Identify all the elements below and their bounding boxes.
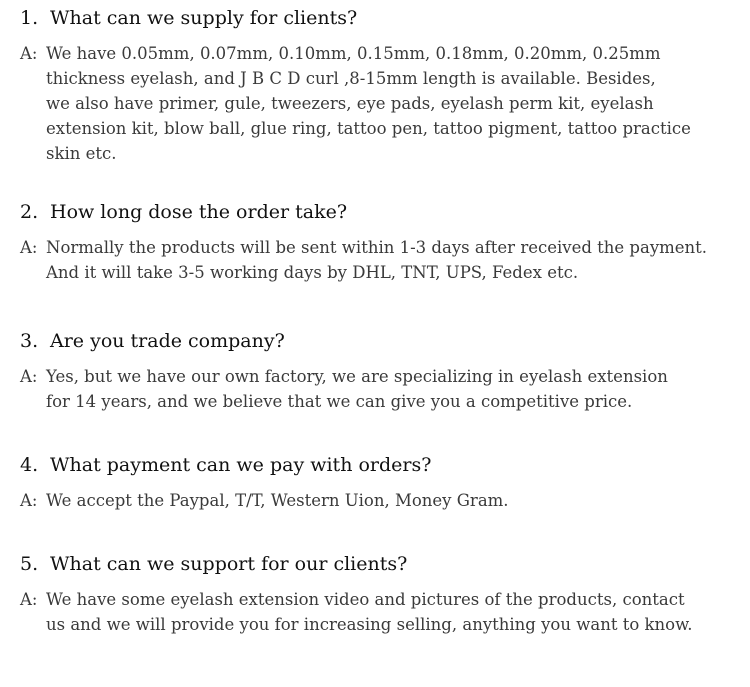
answer-prefix: A: [20, 238, 38, 257]
answer-line: Yes, but we have our own factory, we are specializing in eyelash extension [46, 367, 668, 386]
faq-item-4 [20, 453, 730, 513]
faq-answer [20, 587, 730, 637]
answer-prefix: A: [20, 44, 38, 63]
faq-question [20, 6, 730, 30]
question-number: 1. [20, 7, 39, 29]
question-text: What can we supply for clients? [50, 7, 358, 29]
answer-prefix: A: [20, 491, 38, 510]
question-text: Are you trade company? [50, 330, 285, 352]
answer-line: skin etc. [46, 144, 117, 163]
answer-prefix: A: [20, 367, 38, 386]
faq-item-2 [20, 200, 730, 285]
faq-item-5 [20, 552, 730, 637]
faq-item-1 [20, 6, 730, 166]
answer-line: we also have primer, gule, tweezers, eye pads, eyelash perm kit, eyelash [46, 94, 654, 113]
faq-answer [20, 364, 730, 414]
question-text: What payment can we pay with orders? [50, 454, 432, 476]
question-number: 2. [20, 201, 39, 223]
question-number: 5. [20, 553, 39, 575]
question-number: 3. [20, 330, 39, 352]
question-text: How long dose the order take? [50, 201, 348, 223]
answer-line: Normally the products will be sent within 1-3 days after received the payment. [46, 238, 708, 257]
answer-line: We accept the Paypal, T/T, Western Uion, Money Gram. [46, 491, 509, 510]
answer-line: We have 0.05mm, 0.07mm, 0.10mm, 0.15mm, 0.18mm, 0.20mm, 0.25mm [46, 44, 661, 63]
question-text: What can we support for our clients? [50, 553, 408, 575]
faq-answer [20, 488, 730, 513]
faq-item-3 [20, 329, 730, 414]
faq-question [20, 453, 730, 477]
answer-line: for 14 years, and we believe that we can give you a competitive price. [46, 392, 633, 411]
question-number: 4. [20, 454, 39, 476]
faq-question [20, 200, 730, 224]
answer-line: extension kit, blow ball, glue ring, tattoo pen, tattoo pigment, tattoo practice [46, 119, 691, 138]
answer-line: thickness eyelash, and J B C D curl ,8-15mm length is available. Besides, [46, 69, 656, 88]
answer-line: We have some eyelash extension video and pictures of the products, contact [46, 590, 685, 609]
faq-answer [20, 235, 730, 285]
answer-line: And it will take 3-5 working days by DHL, TNT, UPS, Fedex etc. [46, 263, 579, 282]
answer-prefix: A: [20, 590, 38, 609]
answer-line: us and we will provide you for increasing selling, anything you want to know. [46, 615, 693, 634]
faq-question [20, 329, 730, 353]
faq-answer [20, 41, 730, 166]
faq-question [20, 552, 730, 576]
